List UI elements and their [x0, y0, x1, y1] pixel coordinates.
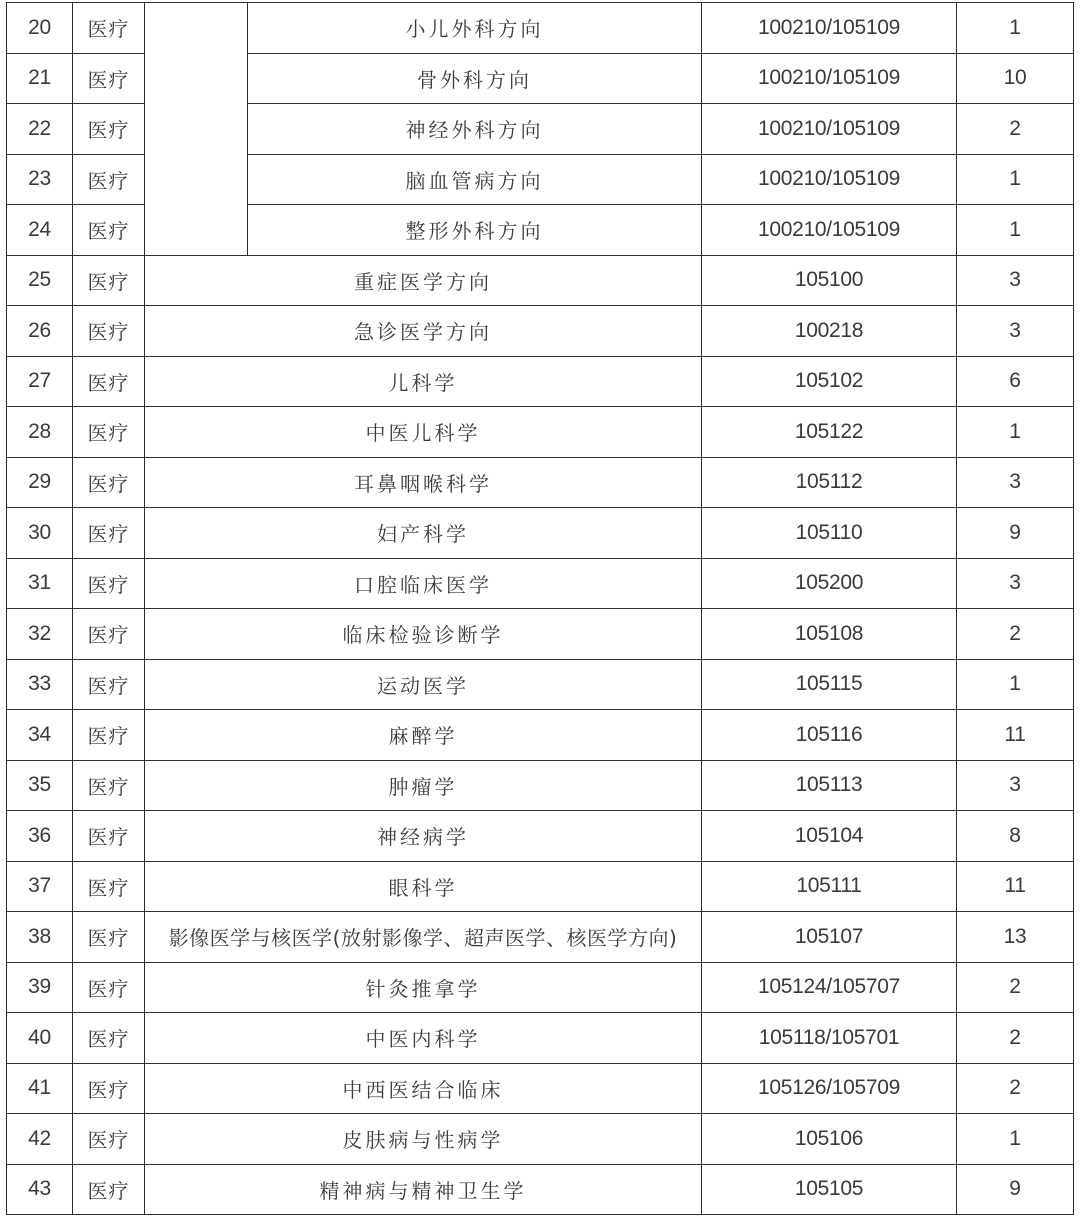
table-row	[7, 1114, 1074, 1165]
category-cell: 医疗	[73, 609, 145, 660]
category-cell: 医疗	[73, 760, 145, 811]
category-cell: 医疗	[73, 306, 145, 357]
row-number: 32	[7, 609, 73, 660]
major-name-cell: 重症医学方向	[145, 255, 702, 306]
category-cell: 医疗	[73, 457, 145, 508]
major-name-cell: 神经外科方向	[248, 104, 702, 155]
table-row	[7, 356, 1074, 407]
quota-count-cell: 2	[957, 609, 1074, 660]
row-number: 21	[7, 53, 73, 104]
quota-count-cell: 3	[957, 760, 1074, 811]
row-number: 35	[7, 760, 73, 811]
category-cell: 医疗	[73, 3, 145, 54]
quota-count-cell: 2	[957, 1013, 1074, 1064]
major-code-cell: 105126/105709	[702, 1063, 957, 1114]
row-number: 43	[7, 1164, 73, 1215]
row-number: 23	[7, 154, 73, 205]
row-number: 39	[7, 962, 73, 1013]
major-code-cell: 100210/105109	[702, 53, 957, 104]
major-name-cell: 运动医学	[145, 659, 702, 710]
category-cell: 医疗	[73, 356, 145, 407]
major-name-cell: 临床检验诊断学	[145, 609, 702, 660]
table-row	[7, 861, 1074, 912]
row-number: 33	[7, 659, 73, 710]
major-name-cell: 急诊医学方向	[145, 306, 702, 357]
table-row	[7, 558, 1074, 609]
quota-count-cell: 9	[957, 508, 1074, 559]
table-body	[7, 3, 1074, 1215]
table-row	[7, 760, 1074, 811]
quota-count-cell: 1	[957, 205, 1074, 256]
table-row	[7, 1164, 1074, 1215]
major-code-cell: 100210/105109	[702, 3, 957, 54]
category-cell: 医疗	[73, 962, 145, 1013]
category-cell: 医疗	[73, 1013, 145, 1064]
category-cell: 医疗	[73, 811, 145, 862]
category-cell: 医疗	[73, 255, 145, 306]
category-cell: 医疗	[73, 558, 145, 609]
table-row	[7, 609, 1074, 660]
major-code-cell: 105108	[702, 609, 957, 660]
category-cell: 医疗	[73, 1164, 145, 1215]
major-name-cell: 儿科学	[145, 356, 702, 407]
major-name-cell: 精神病与精神卫生学	[145, 1164, 702, 1215]
quota-count-cell: 10	[957, 53, 1074, 104]
major-name-cell: 神经病学	[145, 811, 702, 862]
major-code-cell: 105110	[702, 508, 957, 559]
row-number: 24	[7, 205, 73, 256]
quota-count-cell: 1	[957, 407, 1074, 458]
table-row	[7, 407, 1074, 458]
major-code-cell: 105107	[702, 912, 957, 963]
major-name-cell: 妇产科学	[145, 508, 702, 559]
row-number: 27	[7, 356, 73, 407]
quota-count-cell: 11	[957, 861, 1074, 912]
table-row	[7, 710, 1074, 761]
table-row	[7, 659, 1074, 710]
major-code-cell: 105106	[702, 1114, 957, 1165]
table-row	[7, 255, 1074, 306]
row-number: 34	[7, 710, 73, 761]
major-code-cell: 105112	[702, 457, 957, 508]
quota-count-cell: 3	[957, 255, 1074, 306]
major-name-cell: 中西医结合临床	[145, 1063, 702, 1114]
major-code-cell: 105116	[702, 710, 957, 761]
category-cell: 医疗	[73, 861, 145, 912]
category-cell: 医疗	[73, 205, 145, 256]
major-name-cell: 小儿外科方向	[248, 3, 702, 54]
row-number: 22	[7, 104, 73, 155]
category-cell: 医疗	[73, 104, 145, 155]
major-name-cell: 肿瘤学	[145, 760, 702, 811]
category-cell: 医疗	[73, 508, 145, 559]
row-number: 40	[7, 1013, 73, 1064]
major-name-cell: 皮肤病与性病学	[145, 1114, 702, 1165]
table-row	[7, 811, 1074, 862]
major-name-cell: 口腔临床医学	[145, 558, 702, 609]
major-code-cell: 105104	[702, 811, 957, 862]
row-number: 20	[7, 3, 73, 54]
major-code-cell: 105124/105707	[702, 962, 957, 1013]
table-row	[7, 508, 1074, 559]
table-row	[7, 1063, 1074, 1114]
major-name-cell: 针灸推拿学	[145, 962, 702, 1013]
major-code-cell: 100210/105109	[702, 104, 957, 155]
quota-count-cell: 1	[957, 659, 1074, 710]
major-code-cell: 105102	[702, 356, 957, 407]
major-name-cell: 眼科学	[145, 861, 702, 912]
row-number: 42	[7, 1114, 73, 1165]
quota-count-cell: 9	[957, 1164, 1074, 1215]
table-row	[7, 1013, 1074, 1064]
major-name-cell: 影像医学与核医学(放射影像学、超声医学、核医学方向)	[145, 912, 702, 963]
category-cell: 医疗	[73, 53, 145, 104]
row-number: 38	[7, 912, 73, 963]
major-name-cell: 整形外科方向	[248, 205, 702, 256]
category-cell: 医疗	[73, 407, 145, 458]
major-code-cell: 100210/105109	[702, 205, 957, 256]
major-code-cell: 105113	[702, 760, 957, 811]
quota-count-cell: 2	[957, 104, 1074, 155]
major-code-cell: 100218	[702, 306, 957, 357]
category-cell: 医疗	[73, 1114, 145, 1165]
category-cell: 医疗	[73, 1063, 145, 1114]
major-name-cell: 脑血管病方向	[248, 154, 702, 205]
major-code-cell: 105115	[702, 659, 957, 710]
quota-count-cell: 3	[957, 306, 1074, 357]
major-name-cell: 麻醉学	[145, 710, 702, 761]
table-row	[7, 962, 1074, 1013]
category-cell: 医疗	[73, 912, 145, 963]
subcategory-cell	[145, 3, 248, 256]
quota-count-cell: 1	[957, 1114, 1074, 1165]
category-cell: 医疗	[73, 659, 145, 710]
major-code-cell: 105105	[702, 1164, 957, 1215]
major-code-cell: 105122	[702, 407, 957, 458]
quota-count-cell: 2	[957, 1063, 1074, 1114]
table-row	[7, 3, 1074, 54]
row-number: 31	[7, 558, 73, 609]
major-name-cell: 耳鼻咽喉科学	[145, 457, 702, 508]
row-number: 37	[7, 861, 73, 912]
major-name-cell: 中医内科学	[145, 1013, 702, 1064]
major-code-cell: 105111	[702, 861, 957, 912]
table-row	[7, 912, 1074, 963]
quota-count-cell: 13	[957, 912, 1074, 963]
row-number: 29	[7, 457, 73, 508]
row-number: 41	[7, 1063, 73, 1114]
major-code-cell: 100210/105109	[702, 154, 957, 205]
quota-count-cell: 2	[957, 962, 1074, 1013]
major-name-cell: 中医儿科学	[145, 407, 702, 458]
row-number: 36	[7, 811, 73, 862]
row-number: 26	[7, 306, 73, 357]
quota-count-cell: 1	[957, 3, 1074, 54]
quota-count-cell: 3	[957, 457, 1074, 508]
row-number: 25	[7, 255, 73, 306]
quota-count-cell: 1	[957, 154, 1074, 205]
quota-count-cell: 11	[957, 710, 1074, 761]
major-name-cell: 骨外科方向	[248, 53, 702, 104]
table-row	[7, 457, 1074, 508]
row-number: 28	[7, 407, 73, 458]
quota-count-cell: 8	[957, 811, 1074, 862]
quota-count-cell: 3	[957, 558, 1074, 609]
major-code-cell: 105118/105701	[702, 1013, 957, 1064]
row-number: 30	[7, 508, 73, 559]
table-row	[7, 306, 1074, 357]
quota-count-cell: 6	[957, 356, 1074, 407]
enrollment-table	[6, 2, 1074, 1215]
category-cell: 医疗	[73, 154, 145, 205]
major-code-cell: 105200	[702, 558, 957, 609]
category-cell: 医疗	[73, 710, 145, 761]
major-code-cell: 105100	[702, 255, 957, 306]
